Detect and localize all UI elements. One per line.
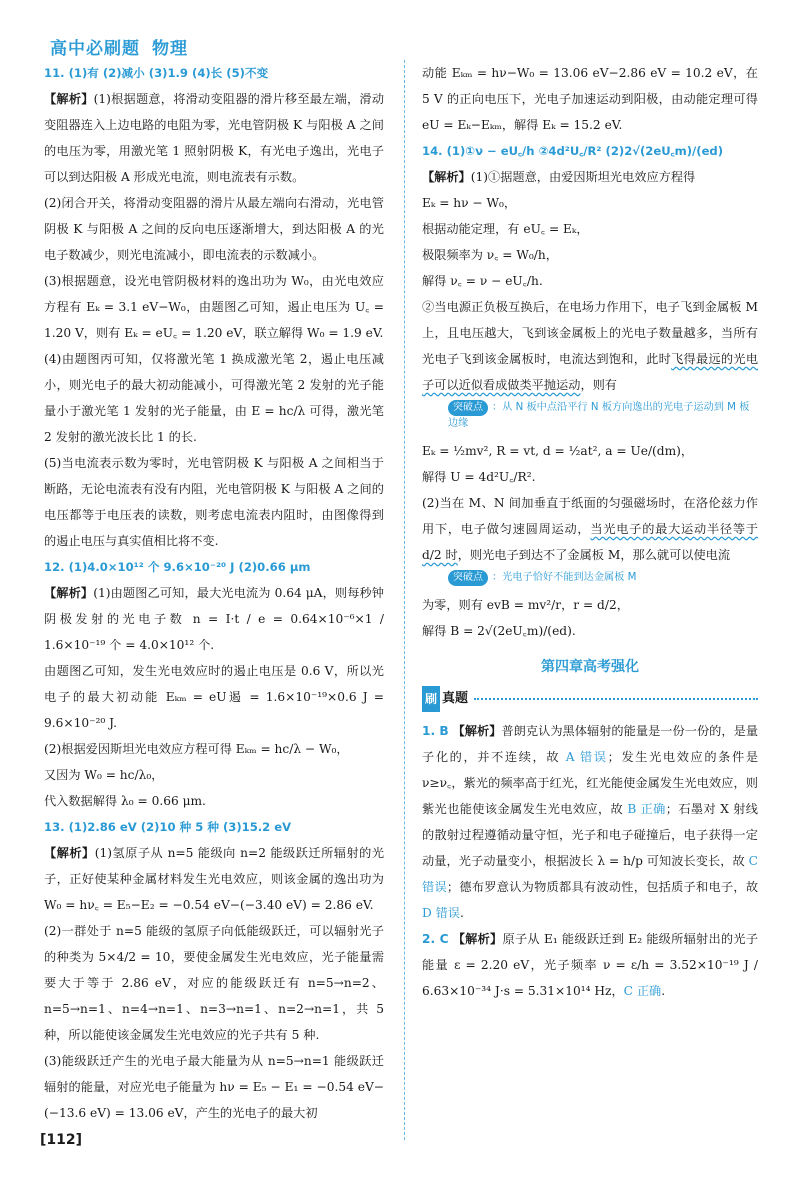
q11-paragraph-4: (4)由题图丙可知，仅将激光笔 1 换成激光笔 2，遏止电压减小，则光电子的最大初动能减小，可得激光笔 2 发射的光子能量小于激光笔 1 发射的光子能量，由 E = hc/λ 可得，激光笔 2 发射的激光波长比 1 的长. [44, 352, 384, 444]
q13-analysis [44, 840, 384, 918]
breakthrough-note-2 [442, 570, 758, 586]
s1-number: 1. B [422, 724, 449, 738]
q14-equation-4: Eₖ = ½mv², R = vt, d = ½at², a = Ue/(dm)， [422, 444, 694, 458]
s1-verdict-d: D 错误 [422, 906, 461, 920]
page-number: [112] [40, 1132, 83, 1148]
q11-paragraph-5: (5)当电流表示数为零时，光电管阴极 K 与阳极 A 之间相当于断路，无论电流表有没有内阻，光电管阴极 K 与阳极 A 之间的电压都等于电压表的读数，则考虑电流表内阻时，由图像得到的遏止电压与真实值相比将不变. [44, 456, 384, 548]
s2-verdict-a: C 正确 [623, 984, 662, 998]
s1-verdict-a: A 错误 [565, 750, 608, 764]
q13-answer: (1)2.86 eV (2)10 种 5 种 (3)15.2 eV [68, 820, 292, 834]
s2-number: 2. C [422, 932, 449, 946]
s2-text-b: . [661, 984, 666, 998]
section-heading [422, 686, 758, 712]
q14-paragraph-3-tail: ，则有 [580, 378, 617, 392]
q14-answer: (1)①ν − eU꜀/h ②4d²U꜀/R² (2)2√(2eU꜀m)/(ed) [446, 144, 724, 158]
breakthrough-badge: 突破点 [448, 400, 488, 416]
q14-paragraph-4-tail: ，则光电子到达不了金属板 M，那么就可以使电流 [457, 548, 731, 562]
q14-equation-6: 解得 B = 2√(2eU꜀m)/(ed). [422, 624, 576, 638]
s1-analysis [422, 718, 758, 926]
q14-paragraph-3 [422, 294, 758, 398]
analysis-tag: 【解析】 [452, 932, 503, 946]
q13-answer-line [44, 814, 384, 840]
q14-highlight-2: 当光电子的最大运动半径等于 d/2 时 [422, 522, 759, 562]
s1-text-a: 普朗克认为黑体辐射的能量是一份一份的，是量子化的，并不连续，故 [422, 724, 759, 764]
q11-answer: (1)有 (2)减小 (3)1.9 (4)长 (5)不变 [68, 66, 269, 80]
q14-analysis [422, 164, 758, 190]
q14-equation-3: 解得 ν꜀ = ν − eU꜀/h. [422, 274, 543, 288]
analysis-tag: 【解析】 [44, 586, 94, 600]
q14-paragraph-4 [422, 490, 758, 568]
q14-paragraph-5: 为零，则有 evB = mv²/r，r = d/2， [422, 598, 629, 612]
section-label: 真题 [442, 691, 469, 706]
q14-paragraph-2: 根据动能定理，有 eU꜀ = Eₖ， [422, 222, 589, 236]
q11-paragraph-3: (3)根据题意，设光电管阴极材料的逸出功为 W₀，由光电效应方程有 Eₖ = 3.1 eV−W₀，由题图乙可知，遏止电压为 U꜀ = 1.20 V，则有 Eₖ = eU꜀ = 1.20 eV，联立解得 W₀ = 1.9 eV. [44, 274, 384, 340]
q12-paragraph-5: 代入数据解得 λ₀ = 0.66 μm. [44, 794, 206, 808]
s1-verdict-c: C 错误 [422, 854, 758, 894]
s2-text-a: 原子从 E₁ 能级跃迁到 E₂ 能级所辐射出的光子能量 ε = 2.20 eV，光子频率 ν = ε/h = 3.52×10⁻¹⁹ J / 6.63×10⁻³⁴ J·s = 5.31×10¹⁴ Hz， [422, 932, 759, 998]
q12-answer: (1)4.0×10¹² 个 9.6×10⁻²⁰ J (2)0.66 μm [68, 560, 311, 574]
q14-paragraph-1: (1)①据题意，由爱因斯坦光电效应方程得 [470, 170, 696, 184]
chapter-heading: 第四章高考强化 [541, 659, 639, 675]
q13-paragraph-2: (2)一群处于 n=5 能级的氢原子向低能级跃迁，可以辐射光子的种类为 5×4/2 = 10，要使金属发生光电效应，光子能量需要大于等于 2.86 eV，对应的能级跃迁有 n=5→n=2、n=5→n=1、n=4→n=1、n=3→n=1、n=2→n=1，共 5 种，所以能使该金属发生光电效应的光子共有 5 种. [44, 924, 384, 1042]
q14-paragraph-4-text: (2)当在 M、N 间加垂直于纸面的匀强磁场时，在洛伦兹力作用下，电子做匀速圆周运动， [422, 496, 758, 536]
breakthrough-note-1-text: ：从 N 板中点沿平行 N 板方向逸出的光电子运动到 M 板边缘 [448, 402, 750, 429]
q14-equation-2: 极限频率为 ν꜀ = W₀/h， [422, 248, 558, 262]
q14-paragraph-3-text: ②当电源正负极互换后，在电场力作用下，电子飞到金属板 M 上，且电压越大，飞到该金属板上的光电子数量越多，当所有光电子飞到该金属板时，电流达到饱和，此时 [422, 300, 758, 366]
section-dotted-rule [474, 698, 758, 700]
q13-number: 13. [44, 820, 65, 834]
subject-label: 物理 [152, 39, 188, 59]
breakthrough-note-1 [442, 400, 758, 432]
q13-paragraph-3: (3)能级跃迁产生的光电子最大能量为从 n=5→n=1 能级跃迁辐射的能量，对应光电子能量为 hν = E₅ − E₁ = −0.54 eV−(−13.6 eV) = 13.06 eV，产生的光电子的最大初 [44, 1054, 384, 1120]
right-column [422, 60, 758, 1004]
s1-text-d: ；德布罗意认为物质都具有波动性，包括质子和电子，故 [446, 880, 759, 894]
breakthrough-badge: 突破点 [448, 570, 488, 586]
analysis-tag: 【解析】 [44, 846, 95, 860]
q12-paragraph-1: (1)由题图乙可知，最大光电流为 0.64 μA，则每秒钟阴极发射的光电子数 n = I·t / e = 0.64×10⁻⁶×1 / 1.6×10⁻¹⁹ 个 = 4.0×10¹² 个. [44, 586, 384, 652]
q14-number: 14. [422, 144, 443, 158]
q11-number: 11. [44, 66, 65, 80]
q14-answer-line [422, 138, 758, 164]
q13-continuation: 动能 Eₖₘ = hν−W₀ = 13.06 eV−2.86 eV = 10.2 eV，在 5 V 的正向电压下，光电子加速运动到阳极，由动能定理可得 eU = Eₖ−Eₖₘ，解得 Eₖ = 15.2 eV. [422, 66, 758, 132]
q14-equation-1: Eₖ = hν − W₀， [422, 196, 517, 210]
analysis-tag: 【解析】 [422, 170, 471, 184]
q12-paragraph-4: 又因为 W₀ = hc/λ₀， [44, 768, 164, 782]
q12-analysis [44, 580, 384, 658]
q13-paragraph-1: (1)氢原子从 n=5 能级向 n=2 能级跃迁所辐射的光子，正好使某种金属材料发生光电效应，则该金属的逸出功为 W₀ = hν꜀ = E₅−E₂ = −0.54 eV−(−3.40 eV) = 2.86 eV. [44, 846, 385, 912]
q14-equation-5: 解得 U = 4d²U꜀/R². [422, 470, 536, 484]
section-box: 刷 [422, 686, 440, 712]
analysis-tag: 【解析】 [452, 724, 502, 738]
q12-number: 12. [44, 560, 65, 574]
s1-text-c: ；石墨对 X 射线的散射过程遵循动量守恒，光子和电子碰撞后，电子获得一定动量，光子动量变小，根据波长 λ = h/p 可知波长变长，故 [422, 802, 758, 868]
q11-answer-line [44, 60, 384, 86]
s1-text-e: . [460, 906, 464, 920]
breakthrough-note-2-text: ：光电子恰好不能到达金属板 M [492, 572, 637, 583]
q14-highlight-1: 飞得最远的光电子可以近似看成做类平抛运动 [422, 352, 759, 392]
q12-paragraph-3: (2)根据爱因斯坦光电效应方程可得 Eₖₘ = hc/λ − W₀， [44, 742, 349, 756]
q11-paragraph-1: (1)根据题意，将滑动变阻器的滑片移至最左端，滑动变阻器连入上边电路的电阻为零，光电管阴极 K 与阳极 A 之间的电压为零，用激光笔 1 照射阴极 K，有光电子逸出，光电子可以到达阳极 A 形成光电流，则电流表有示数。 [44, 92, 385, 184]
analysis-tag: 【解析】 [44, 92, 94, 106]
s1-verdict-b: B 正确 [627, 802, 666, 816]
book-title: 高中必刷题 [50, 39, 140, 59]
s2-analysis [422, 926, 758, 1004]
q11-analysis [44, 86, 384, 190]
q12-answer-line [44, 554, 384, 580]
page-header [50, 34, 188, 59]
left-column [44, 60, 384, 1126]
q11-paragraph-2: (2)闭合开关，将滑动变阻器的滑片从最左端向右滑动，光电管阴极 K 与阳极 A 之间的反向电压逐渐增大，到达阳极 A 的光电子数减少，则光电流减小，即电流表的示数减小。 [44, 196, 384, 262]
q12-paragraph-2: 由题图乙可知，发生光电效应时的遏止电压是 0.6 V，所以光电子的最大初动能 Eₖₘ = eU遏 = 1.6×10⁻¹⁹×0.6 J = 9.6×10⁻²⁰ J. [44, 664, 384, 730]
column-divider [404, 60, 405, 1140]
s1-text-b: ；发生光电效应的条件是 ν≥ν꜀，紫光的频率高于红光，红光能使金属发生光电效应，则紫光也能使该金属发生光电效应，故 [422, 750, 759, 816]
